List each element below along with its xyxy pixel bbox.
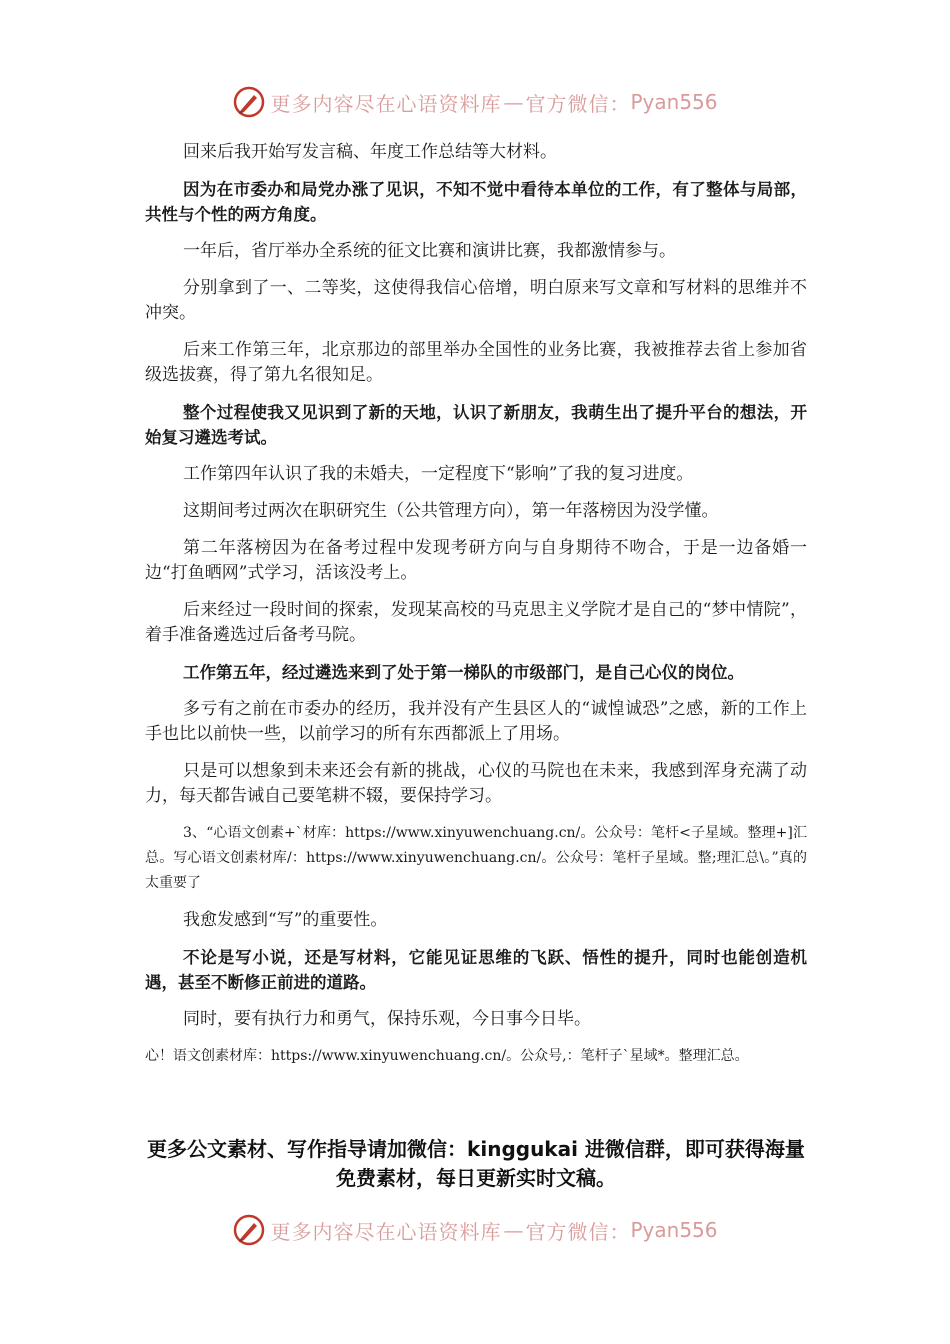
watermark-paragraph: 3、“心语文创素+`材库：https://www.xinyuwenchuang.cn/。公众号：笔杆<子星域。整理+]汇总。写心语文创素材库/：https://www.xinyuwenchuang.cn/。公众号：笔杆子星域。整;理汇总\。”真的太重要了 [145, 825, 807, 891]
banner-wechat-label: 官方微信： [525, 91, 631, 116]
paragraph: 这期间考过两次在职研究生（公共管理方向），第一年落榜因为没学懂。 [183, 501, 719, 521]
paragraph: 同时，要有执行力和勇气，保持乐观，今日事今日毕。 [183, 1009, 591, 1029]
banner-separator: — [503, 90, 524, 114]
paragraph-bold: 不论是写小说，还是写材料，它能见证思维的飞跃、悟性的提升，同时也能创造机遇，甚至不断修正前进的道路。 [145, 948, 807, 992]
paragraph: 分别拿到了一、二等奖，这使得我信心倍增，明白原来写文章和写材料的思维并不冲突。 [145, 278, 807, 323]
paragraph: 一年后，省厅举办全系统的征文比赛和演讲比赛，我都激情参与。 [183, 241, 676, 261]
paragraph: 只是可以想象到未来还会有新的挑战，心仪的马院也在未来，我感到浑身充满了动力，每天都告诫自己要笔耕不辍，要保持学习。 [145, 761, 807, 806]
banner-wechat-label: 官方微信： [525, 1219, 631, 1244]
paragraph: 后来工作第三年，北京那边的部里举办全国性的业务比赛，我被推荐去省上参加省级选拔赛，得了第九名很知足。 [145, 340, 807, 385]
paragraph: 后来经过一段时间的探索，发现某高校的马克思主义学院才是自己的“梦中情院”，着手准备遴选过后备考马院。 [145, 600, 807, 645]
pen-logo-icon [232, 85, 266, 119]
banner-wechat-id: Pyan556 [630, 90, 718, 114]
paragraph-bold: 工作第五年，经过遴选来到了处于第一梯队的市级部门，是自己心仪的岗位。 [183, 663, 744, 682]
paragraph: 第二年落榜因为在备考过程中发现考研方向与自身期待不吻合，于是一边备婚一边“打鱼晒网”式学习，活该没考上。 [145, 538, 807, 583]
banner-separator: — [503, 1218, 524, 1242]
paragraph-bold: 整个过程使我又见识到了新的天地，认识了新朋友，我萌生出了提升平台的想法，开始复习遴选考试。 [145, 403, 807, 447]
banner-text: 更多内容尽在心语资料库 [270, 1219, 502, 1244]
paragraph-bold: 因为在市委办和局党办涨了见识，不知不觉中看待本单位的工作，有了整体与局部，共性与个性的两方角度。 [145, 180, 807, 224]
paragraph: 多亏有之前在市委办的经历，我并没有产生县区人的“诚惶诚恐”之感，新的工作上手也比以前快一些，以前学习的所有东西都派上了用场。 [145, 699, 807, 744]
header-banner [0, 82, 950, 122]
banner-text: 更多内容尽在心语资料库 [270, 91, 502, 116]
pen-logo-icon [232, 1213, 266, 1247]
footer-banner [0, 1210, 950, 1250]
watermark-line: 心！语文创素材库：https://www.xinyuwenchuang.cn/。公众号,：笔杆子`星域*。整理汇总。 [145, 1048, 749, 1064]
paragraph: 回来后我开始写发言稿、年度工作总结等大材料。 [183, 142, 557, 162]
banner-wechat-id: Pyan556 [630, 1218, 718, 1242]
document-body [145, 140, 807, 1081]
paragraph: 工作第四年认识了我的未婚夫，一定程度下“影响”了我的复习进度。 [183, 464, 694, 484]
paragraph: 我愈发感到“写”的重要性。 [183, 910, 388, 930]
footer-note: 更多公文素材、写作指导请加微信：kinggukai 进微信群，即可获得海量免费素材，每日更新实时文稿。 [147, 1137, 805, 1190]
